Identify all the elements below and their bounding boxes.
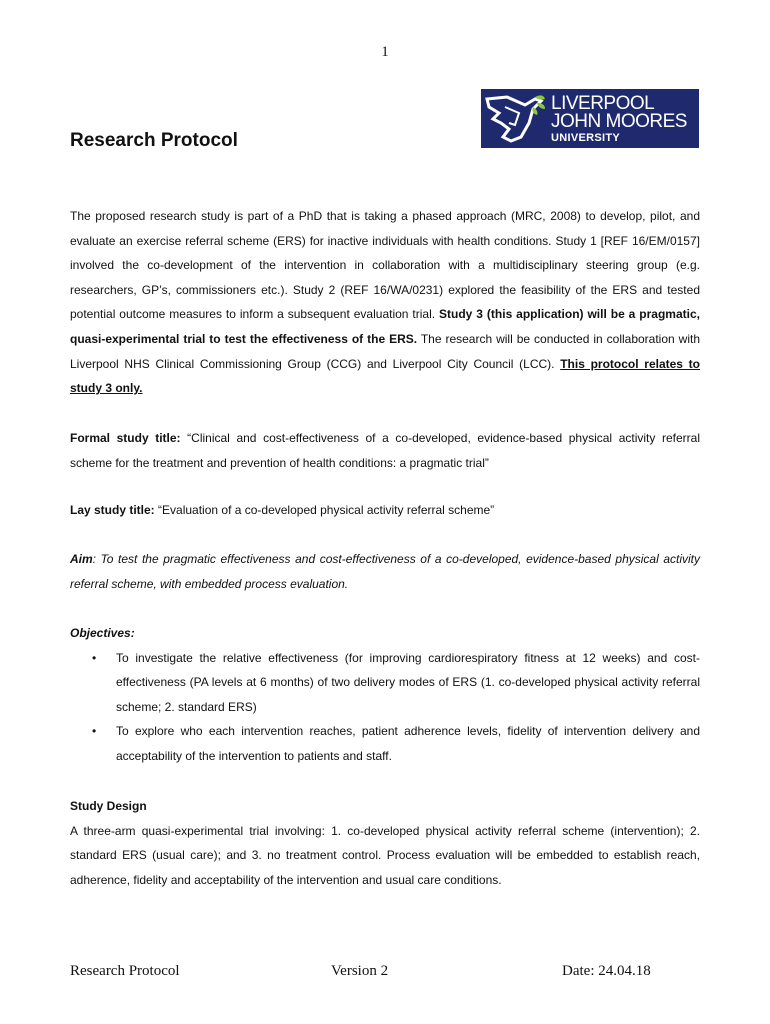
lay-title-text: “Evaluation of a co-developed physical activity referral scheme” bbox=[154, 503, 495, 517]
page-title: Research Protocol bbox=[70, 130, 238, 151]
bullet: • bbox=[92, 650, 97, 665]
logo-line-john-moores: JOHN MOORES bbox=[551, 111, 687, 132]
aim-section bbox=[70, 547, 700, 596]
intro-bold-text: Study 3 (this application) will be a pragmatic, quasi-experimental trial to test the effectiveness of the ERS. bbox=[70, 307, 700, 346]
objectives-heading: Objectives: bbox=[70, 626, 135, 640]
footer-date: Date: 24.04.18 bbox=[562, 963, 651, 979]
formal-title-text: “Clinical and cost-effectiveness of a co-developed, evidence-based physical activity referral scheme for the treatment and prevention of health conditions: a pragmatic trial” bbox=[70, 431, 700, 470]
intro-text-2: The research will be conducted in collaboration with Liverpool NHS Clinical Commissioning Group (CCG) and Liverpool City Council (LCC). bbox=[70, 331, 700, 371]
footer-version: Version 2 bbox=[331, 963, 389, 979]
intro-section bbox=[70, 204, 700, 401]
study-design-text: A three-arm quasi-experimental trial involving: 1. co-developed physical activity referral scheme (intervention); 2. standard ERS (usual care); and 3. no treatment control. Process evaluation will be embedded to establish reach, adherence, fidelity and acceptability of the intervention and usual care conditions. bbox=[70, 823, 700, 887]
footer-left: Research Protocol bbox=[70, 963, 180, 979]
university-logo bbox=[481, 89, 699, 148]
lay-title-label: Lay study title: bbox=[70, 503, 155, 517]
objectives-list bbox=[70, 646, 700, 769]
intro-paragraph bbox=[70, 204, 700, 401]
aim-label: Aim bbox=[70, 552, 93, 566]
aim-text: : To test the pragmatic effectiveness and cost-effectiveness of a co-developed, evidence-based physical activity referral scheme, with embedded process evaluation. bbox=[70, 552, 700, 591]
lay-title-paragraph bbox=[70, 498, 700, 523]
objective-text: To investigate the relative effectiveness (for improving cardiorespiratory fitness at 12 weeks) and cost-effectiveness (PA levels at 6 months) of two delivery modes of ERS (1. co-developed physical activity referral scheme; 2. standard ERS) bbox=[116, 650, 700, 714]
objective-text: To explore who each intervention reaches, patient adherence levels, fidelity of intervention delivery and acceptability of the intervention to patients and staff. bbox=[116, 724, 700, 763]
logo-line-liverpool: LIVERPOOL bbox=[551, 93, 655, 114]
page-footer bbox=[70, 963, 700, 983]
objectives-section bbox=[70, 621, 700, 769]
bullet: • bbox=[92, 724, 97, 739]
aim-paragraph bbox=[70, 547, 700, 596]
formal-title-section bbox=[70, 426, 700, 475]
intro-text-1: The proposed research study is part of a PhD that is taking a phased approach (MRC, 2008) to develop, pilot, and evaluate an exercise referral scheme (ERS) for inactive individuals with health conditions. Study 1 [REF 16/EM/0157] involved the co-development of the intervention in collaboration with a multidisciplinary steering group (e.g. researchers, GP’s, commissioners etc.). Study 2 (REF 16/WA/0231) explored the feasibility of the ERS and tested potential outcome measures to inform a subsequent evaluation trial. bbox=[70, 209, 700, 322]
formal-title-label: Formal study title: bbox=[70, 431, 181, 445]
list-item bbox=[70, 646, 700, 720]
study-design-section bbox=[70, 794, 700, 892]
page-number: 1 bbox=[381, 44, 389, 60]
liver-bird-icon bbox=[485, 93, 547, 145]
logo-line-university: UNIVERSITY bbox=[551, 132, 621, 144]
formal-title-paragraph bbox=[70, 426, 700, 475]
study-design-heading: Study Design bbox=[70, 799, 147, 813]
list-item bbox=[70, 719, 700, 768]
lay-title-section bbox=[70, 498, 700, 523]
protocol-scope-note: This protocol relates to study 3 only. bbox=[70, 356, 701, 396]
